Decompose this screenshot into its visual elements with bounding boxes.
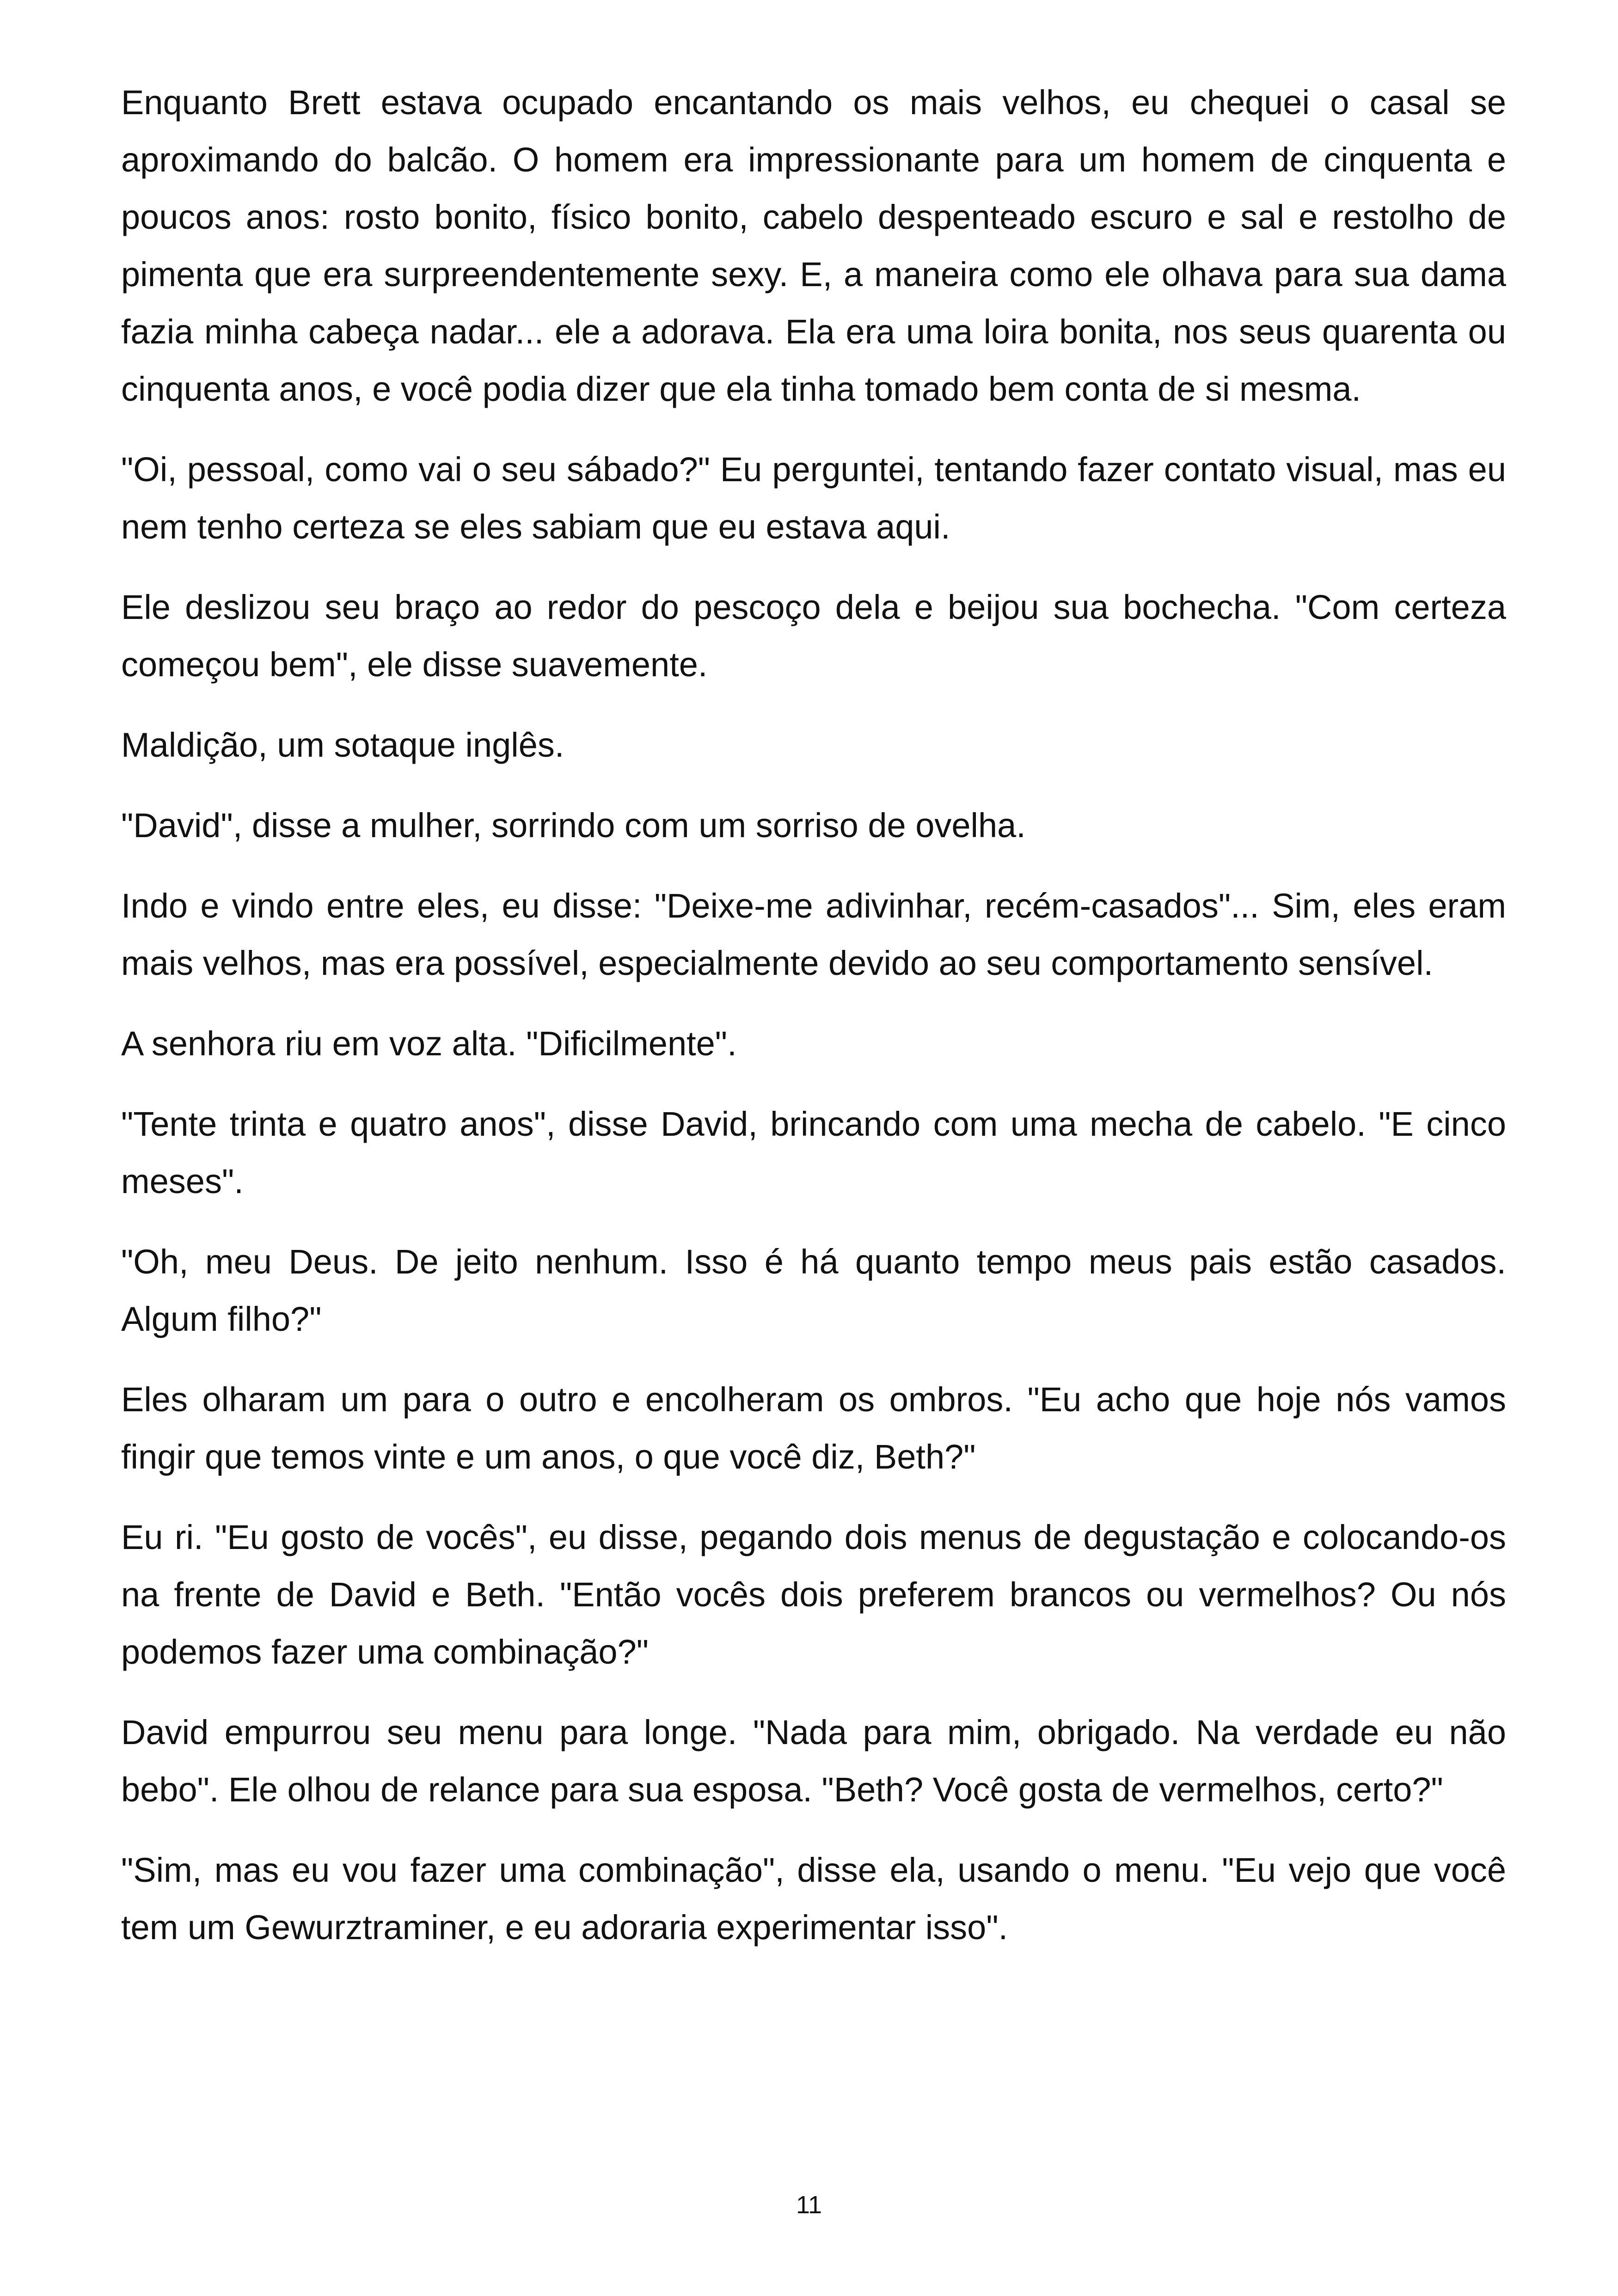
paragraph: Enquanto Brett estava ocupado encantando os mais velhos, eu chequei o casal se aproximando do balcão. O homem era impressionante para um homem de cinquenta e poucos anos: rosto bonito, físico bonito, cabelo despenteado escuro e sal e restolho de pimenta que era surpreendentemente sexy. E, a maneira como ele olhava para sua dama fazia minha cabeça nadar... ele a adorava. Ela era uma loira bonita, nos seus quarenta ou cinquenta anos, e você podia dizer que ela tinha tomado bem conta de si mesma. bbox=[121, 83, 1506, 408]
paragraph: Ele deslizou seu braço ao redor do pescoço dela e beijou sua bochecha. "Com certeza começou bem", ele disse suavemente. bbox=[121, 588, 1506, 684]
paragraph: Eu ri. "Eu gosto de vocês", eu disse, pegando dois menus de degustação e colocando-os na frente de David e Beth. "Então vocês dois preferem brancos ou vermelhos? Ou nós podemos fazer uma combinação?" bbox=[121, 1518, 1506, 1671]
page-number: 11 bbox=[796, 2191, 822, 2219]
body-text bbox=[121, 74, 1506, 1979]
paragraph: "Sim, mas eu vou fazer uma combinação", disse ela, usando o menu. "Eu vejo que você tem um Gewurztraminer, e eu adoraria experimentar isso". bbox=[121, 1851, 1506, 1947]
paragraph: Indo e vindo entre eles, eu disse: "Deixe-me adivinhar, recém-casados"... Sim, eles eram mais velhos, mas era possível, especialmente devido ao seu comportamento sensível. bbox=[121, 887, 1506, 982]
paragraph: Maldição, um sotaque inglês. bbox=[121, 726, 564, 764]
paragraph: "Oh, meu Deus. De jeito nenhum. Isso é há quanto tempo meus pais estão casados. Algum filho?" bbox=[121, 1243, 1506, 1338]
paragraph: A senhora riu em voz alta. "Dificilmente". bbox=[121, 1024, 737, 1063]
paragraph: Eles olharam um para o outro e encolheram os ombros. "Eu acho que hoje nós vamos fingir que temos vinte e um anos, o que você diz, Beth?" bbox=[121, 1380, 1506, 1476]
paragraph: David empurrou seu menu para longe. "Nada para mim, obrigado. Na verdade eu não bebo". Ele olhou de relance para sua esposa. "Beth? Você gosta de vermelhos, certo?" bbox=[121, 1713, 1506, 1809]
paragraph: "Oi, pessoal, como vai o seu sábado?" Eu perguntei, tentando fazer contato visual, mas eu nem tenho certeza se eles sabiam que eu estava aqui. bbox=[121, 450, 1506, 546]
paragraph: "Tente trinta e quatro anos", disse David, brincando com uma mecha de cabelo. "E cinco meses". bbox=[121, 1105, 1506, 1200]
paragraph: "David", disse a mulher, sorrindo com um sorriso de ovelha. bbox=[121, 806, 1026, 845]
